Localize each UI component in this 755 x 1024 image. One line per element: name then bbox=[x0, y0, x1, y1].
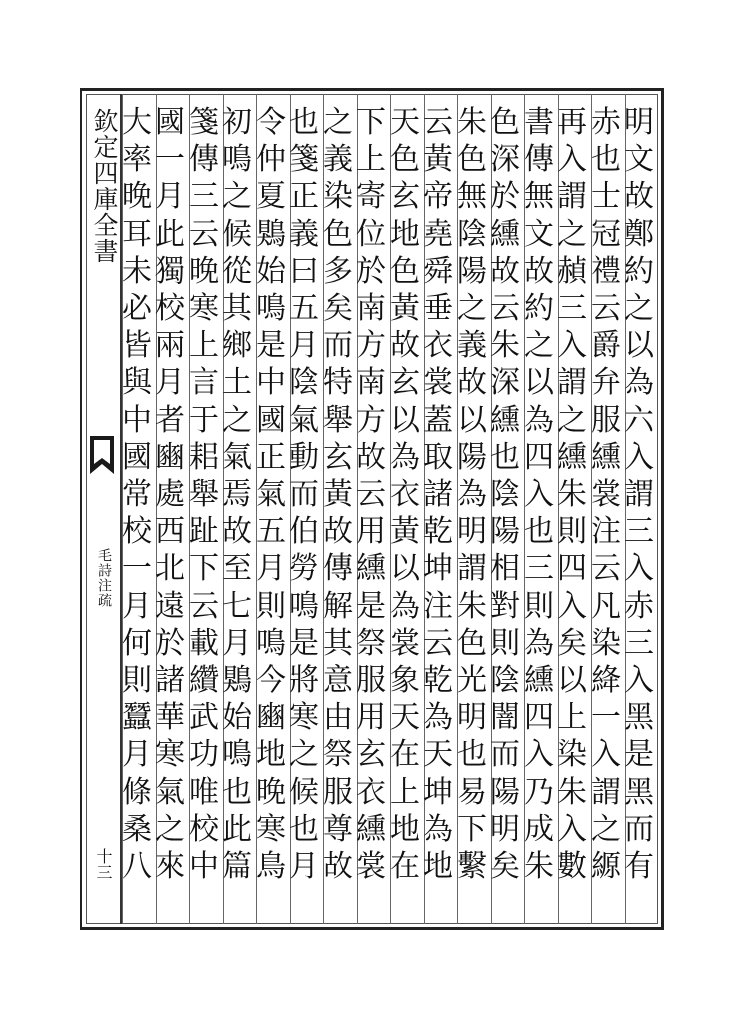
text-column: 初鳴之候從其鄉土之氣焉故至七月鶪始鳴也此篇 bbox=[222, 105, 252, 885]
text-column: 箋傳三云晚寒上言于耜舉趾下云載纘武功唯校中 bbox=[189, 105, 219, 885]
text-column: 色深於纁故云朱深纁也陰陽相對則陰闇而陽明矣 bbox=[490, 105, 520, 885]
text-column: 也箋正義曰五月陰氣動而伯勞鳴是將寒之候也月 bbox=[289, 105, 319, 885]
book-title: 欽定四庫全書 bbox=[90, 108, 119, 264]
text-column: 明文故鄭約之以為六入謂三入赤三入黑是黑而有 bbox=[624, 105, 654, 885]
page-number: 十三 bbox=[94, 848, 113, 880]
text-column: 朱色無陰陽之義故以陽為明謂朱色光明也易下繫 bbox=[457, 105, 487, 885]
center-margin-column bbox=[88, 100, 118, 920]
chapter-title: 毛詩注疏 bbox=[96, 548, 112, 608]
text-column: 云黃帝堯舜垂衣裳蓋取諸乾坤注云乾為天坤為地 bbox=[423, 105, 453, 885]
text-column: 再入謂之赬三入謂之纁朱則四入矣以上染朱入數 bbox=[557, 105, 587, 885]
text-column: 下上寄位於南方南方故云用纁是祭服用玄衣纁裳 bbox=[356, 105, 386, 885]
text-column: 之義染色多矣而特舉玄黃故傳解其意由祭服尊故 bbox=[323, 105, 353, 885]
text-column: 書傳無文故約之以為四入也三則為纁四入乃成朱 bbox=[524, 105, 554, 885]
text-column: 令仲夏鶪始鳴是中國正氣五月則鳴今豳地晚寒鳥 bbox=[256, 105, 286, 885]
text-column: 赤也士冠禮云爵弁服纁裳注云凡染絳一入謂之縓 bbox=[591, 105, 621, 885]
text-column: 天色玄地色黃故玄以為衣黃以為裳象天在上地在 bbox=[390, 105, 420, 885]
fish-tail-mark-icon bbox=[88, 434, 116, 476]
text-column: 國一月此獨校兩月者豳處西北遠於諸華寒氣之來 bbox=[155, 105, 185, 885]
text-column: 大率晚耳未必皆與中國常校一月何則蠶月條桑八 bbox=[122, 105, 152, 885]
